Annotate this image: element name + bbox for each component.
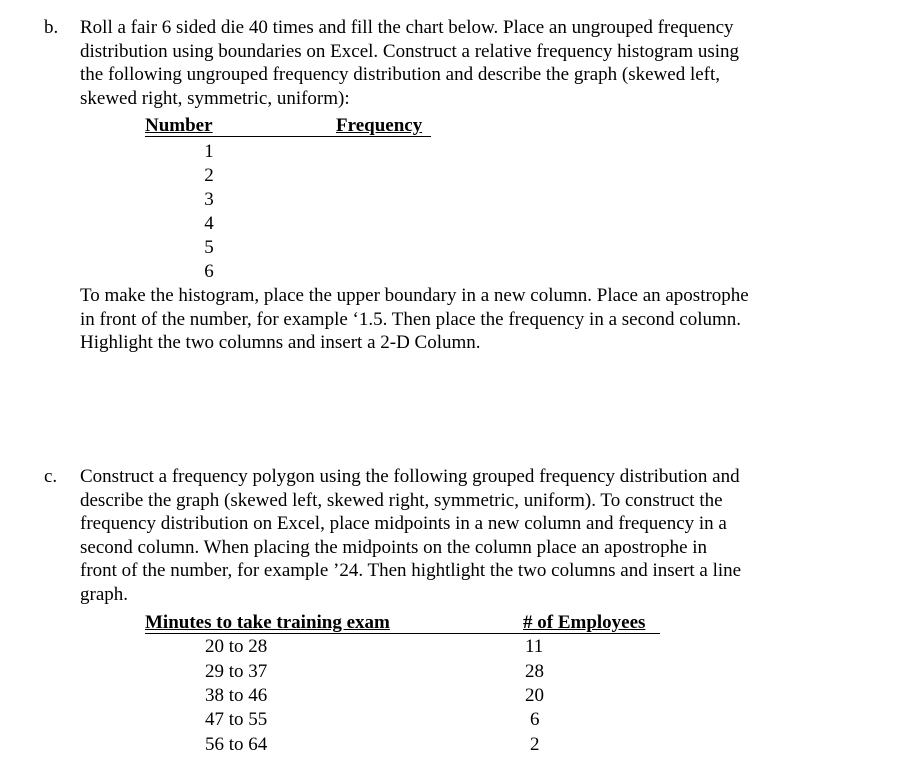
part-b-instructions xyxy=(80,284,880,355)
number-cell-6: 6 xyxy=(204,261,214,282)
number-cell-4: 4 xyxy=(204,213,214,234)
part-b-line-4: skewed right, symmetric, uniform): xyxy=(80,87,350,109)
range-cell-3: 38 to 46 xyxy=(205,685,268,706)
range-cell-1: 20 to 28 xyxy=(205,636,268,657)
number-cell-2: 2 xyxy=(204,165,214,186)
range-cell-5: 56 to 64 xyxy=(205,734,268,755)
part-b-instruction-line-1: To make the histogram, place the upper boundary in a new column. Place an apostrophe xyxy=(80,285,749,306)
part-b-instruction-line-2: in front of the number, for example ‘1.5. Then place the frequency in a second column. xyxy=(80,308,742,330)
part-b-question xyxy=(80,16,880,110)
part-b-line-1: Roll a fair 6 sided die 40 times and fill the chart below. Place an ungrouped frequency xyxy=(80,17,734,38)
part-c-line-5: front of the number, for example ’24. Then hightlight the two columns and insert a line xyxy=(80,560,742,581)
part-c-line-1: Construct a frequency polygon using the following grouped frequency distribution and xyxy=(80,466,740,487)
number-column-header: Number xyxy=(145,115,213,136)
range-cell-2: 29 to 37 xyxy=(205,661,268,682)
part-c-header-rule xyxy=(145,633,660,634)
count-cell-5: 2 xyxy=(530,734,540,755)
count-cell-1: 11 xyxy=(525,636,544,657)
employees-column-header: # of Employees xyxy=(523,612,646,633)
part-c-line-3: frequency distribution on Excel, place midpoints in a new column and frequency in a xyxy=(80,513,727,534)
number-cell-5: 5 xyxy=(204,237,214,258)
count-cell-4: 6 xyxy=(530,709,540,730)
part-b-header-rule xyxy=(145,136,431,137)
count-cell-3: 20 xyxy=(525,685,544,706)
frequency-column-header: Frequency xyxy=(336,115,423,136)
part-c-line-6: graph. xyxy=(80,583,129,605)
number-cell-1: 1 xyxy=(204,141,214,162)
part-b-instruction-line-3: Highlight the two columns and insert a 2-D Column. xyxy=(80,332,481,353)
minutes-column-header: Minutes to take training exam xyxy=(145,612,390,633)
part-c-line-4: second column. When placing the midpoints on the column place an apostrophe in xyxy=(80,536,708,558)
part-c-marker: c. xyxy=(44,466,58,487)
part-b-line-2: distribution using boundaries on Excel. Construct a relative frequency histogram using xyxy=(80,40,740,62)
range-cell-4: 47 to 55 xyxy=(205,709,268,730)
count-cell-2: 28 xyxy=(525,661,544,682)
part-c-question xyxy=(80,465,880,606)
part-c-line-2: describe the graph (skewed left, skewed right, symmetric, uniform). To construct the xyxy=(80,489,723,511)
part-b-line-3: the following ungrouped frequency distribution and describe the graph (skewed left, xyxy=(80,64,721,85)
number-cell-3: 3 xyxy=(204,189,214,210)
part-b-marker: b. xyxy=(44,17,59,38)
